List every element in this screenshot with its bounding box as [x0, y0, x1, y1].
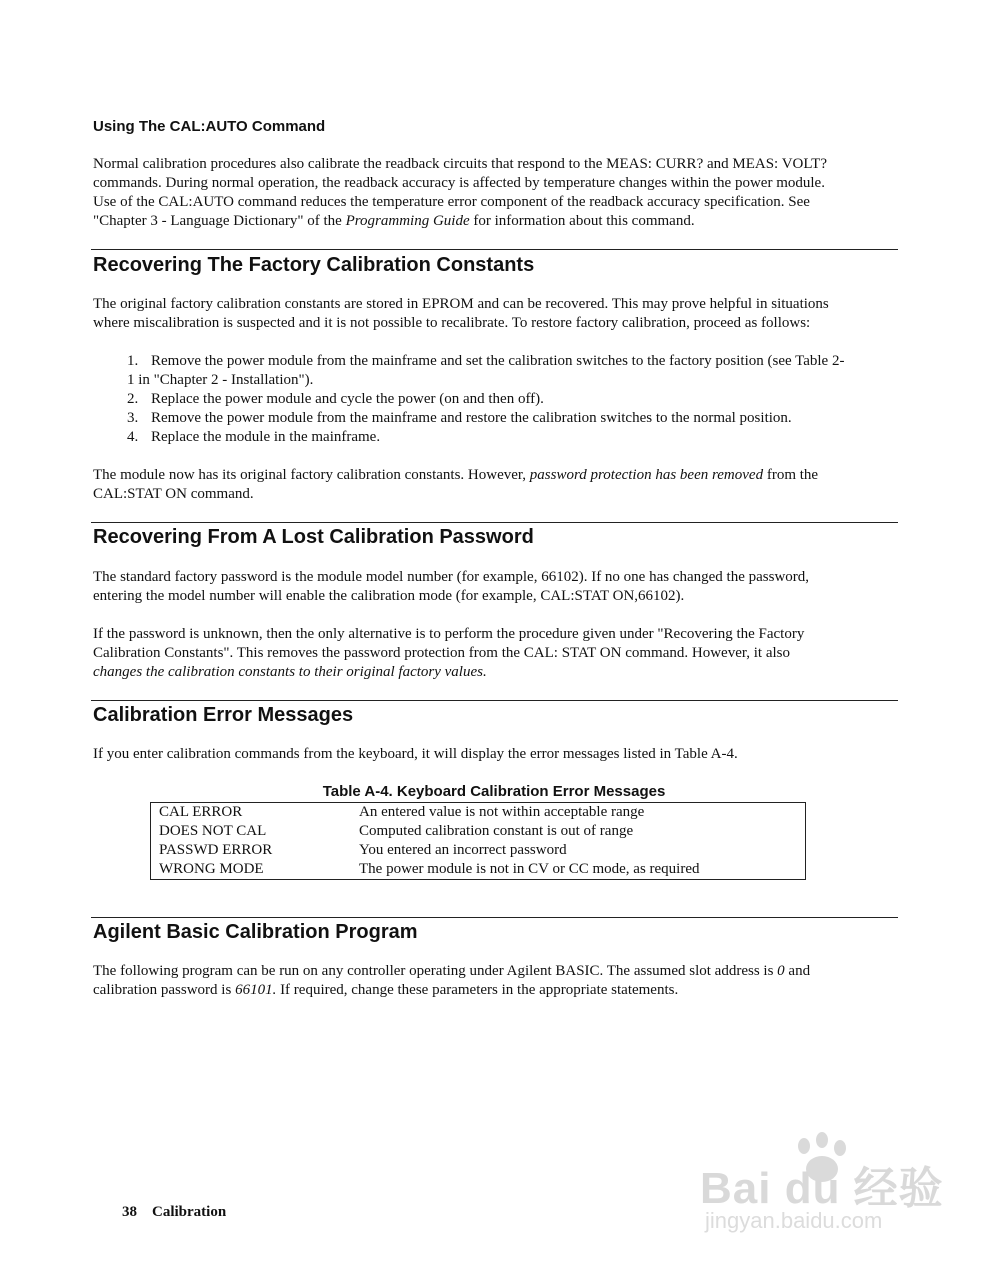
watermark-url: jingyan.baidu.com: [705, 1208, 883, 1233]
table-row: [151, 841, 806, 860]
step-number: 3.: [127, 410, 139, 426]
errors-intro: [93, 745, 903, 764]
list-item: [127, 409, 902, 428]
step-number: 1.: [127, 353, 139, 369]
step-number: 2.: [127, 391, 139, 407]
error-desc-cell: Computed calibration constant is out of range: [359, 823, 634, 839]
factory-closing-line-2: CAL:STAT ON command.: [93, 486, 254, 502]
password-emphasis: changes the calibration constants to their original factory values.: [93, 664, 487, 680]
cal-auto-line-4b: for information about this command.: [469, 213, 695, 229]
factory-intro-line-2: where miscalibration is suspected and it is not possible to recalibrate. To restore factory calibration, proceed as follows:: [93, 315, 811, 331]
cal-auto-line-2: commands. During normal operation, the readback accuracy is affected by temperature changes within the power module.: [93, 175, 825, 191]
page-number: 38: [122, 1204, 137, 1220]
section-heading-errors: Calibration Error Messages: [93, 704, 354, 726]
program-text-c: calibration password is: [93, 982, 236, 998]
closing-text-a: The module now has its original factory calibration constants. However,: [93, 467, 530, 483]
step-text: Remove the power module from the mainframe and restore the calibration switches to the normal position.: [151, 410, 792, 426]
password-para-2-line-1: If the password is unknown, then the only alternative is to perform the procedure given under "Recovering the Factory: [93, 626, 805, 642]
section-heading-factory: Recovering The Factory Calibration Constants: [93, 254, 535, 276]
password-para-1-line-2: entering the model number will enable the calibration mode (for example, CAL:STAT ON,66102).: [93, 588, 685, 604]
password-para-1: [93, 568, 903, 606]
section-heading-cal-auto: Using The CAL:AUTO Command: [93, 118, 326, 135]
section-divider: [91, 700, 898, 701]
error-code-cell: DOES NOT CAL: [159, 823, 267, 839]
programming-guide-ref: Programming Guide: [345, 213, 470, 229]
factory-intro: [93, 295, 903, 333]
list-item: [127, 352, 902, 371]
list-item-continuation: [127, 371, 902, 390]
section-divider: [91, 522, 898, 523]
step-text: Replace the power module and cycle the power (on and then off).: [151, 391, 544, 407]
page-footer: [122, 1204, 226, 1221]
cal-auto-line-3: Use of the CAL:AUTO command reduces the temperature error component of the readback accuracy specification. See: [93, 194, 810, 210]
program-text-d: If required, change these parameters in the appropriate statements.: [276, 982, 679, 998]
calibration-password: 66101.: [235, 982, 277, 998]
factory-closing: [93, 466, 903, 504]
cal-auto-paragraph: [93, 155, 903, 231]
table-caption: Table A-4. Keyboard Calibration Error Messages: [322, 783, 666, 800]
password-para-2: [93, 625, 903, 682]
closing-text-b: from the: [763, 467, 819, 483]
table-row: [151, 860, 806, 880]
factory-closing-line-1: [93, 466, 903, 485]
cal-auto-line-4: [93, 212, 903, 231]
section-heading-program: Agilent Basic Calibration Program: [93, 921, 418, 943]
program-line-2: [93, 981, 903, 1000]
section-heading-password: Recovering From A Lost Calibration Password: [93, 526, 534, 548]
table-row: [151, 822, 806, 841]
cal-auto-line-4a: "Chapter 3 - Language Dictionary" of the: [93, 213, 346, 229]
error-desc-cell: An entered value is not within acceptable range: [359, 804, 645, 820]
error-code-cell: CAL ERROR: [159, 804, 243, 820]
step-number: 4.: [127, 429, 139, 445]
error-code-cell: PASSWD ERROR: [159, 842, 273, 858]
cal-auto-line-1: Normal calibration procedures also calibrate the readback circuits that respond to the MEAS: CURR? and MEAS: VOLT?: [93, 156, 827, 172]
error-messages-table: [150, 802, 806, 880]
factory-steps-list: [127, 352, 902, 447]
program-text-a: The following program can be run on any controller operating under Agilent BASIC. The assumed slot address is: [93, 963, 778, 979]
closing-emphasis: password protection has been removed: [529, 467, 764, 483]
step-text-cont: 1 in "Chapter 2 - Installation").: [127, 372, 314, 388]
password-para-1-line-1: The standard factory password is the module model number (for example, 66102). If no one has changed the password,: [93, 569, 810, 585]
error-desc-cell: You entered an incorrect password: [359, 842, 567, 858]
password-para-2-line-3: [93, 663, 903, 682]
slot-address: 0: [777, 963, 785, 979]
section-divider: [91, 917, 898, 918]
program-line-1: [93, 962, 903, 981]
list-item: [127, 428, 902, 447]
list-item: [127, 390, 902, 409]
section-divider: [91, 249, 898, 250]
program-paragraph: [93, 962, 903, 1000]
step-text: Replace the module in the mainframe.: [151, 429, 381, 445]
errors-intro-line: If you enter calibration commands from the keyboard, it will display the error messages listed in Table A-4.: [93, 746, 738, 762]
chapter-name: Calibration: [152, 1204, 227, 1220]
program-text-b: and: [784, 963, 811, 979]
error-code-cell: WRONG MODE: [159, 861, 264, 877]
step-text: Remove the power module from the mainframe and set the calibration switches to the factory position (see Table 2-: [151, 353, 845, 369]
watermark-logo: Bai du 经验: [700, 1164, 944, 1213]
factory-intro-line-1: The original factory calibration constants are stored in EPROM and can be recovered. This may prove helpful in situations: [93, 296, 829, 312]
password-para-2-line-2: Calibration Constants". This removes the password protection from the CAL: STAT ON command. However, it also: [93, 645, 790, 661]
table-row: [151, 803, 806, 823]
error-desc-cell: The power module is not in CV or CC mode, as required: [359, 861, 700, 877]
